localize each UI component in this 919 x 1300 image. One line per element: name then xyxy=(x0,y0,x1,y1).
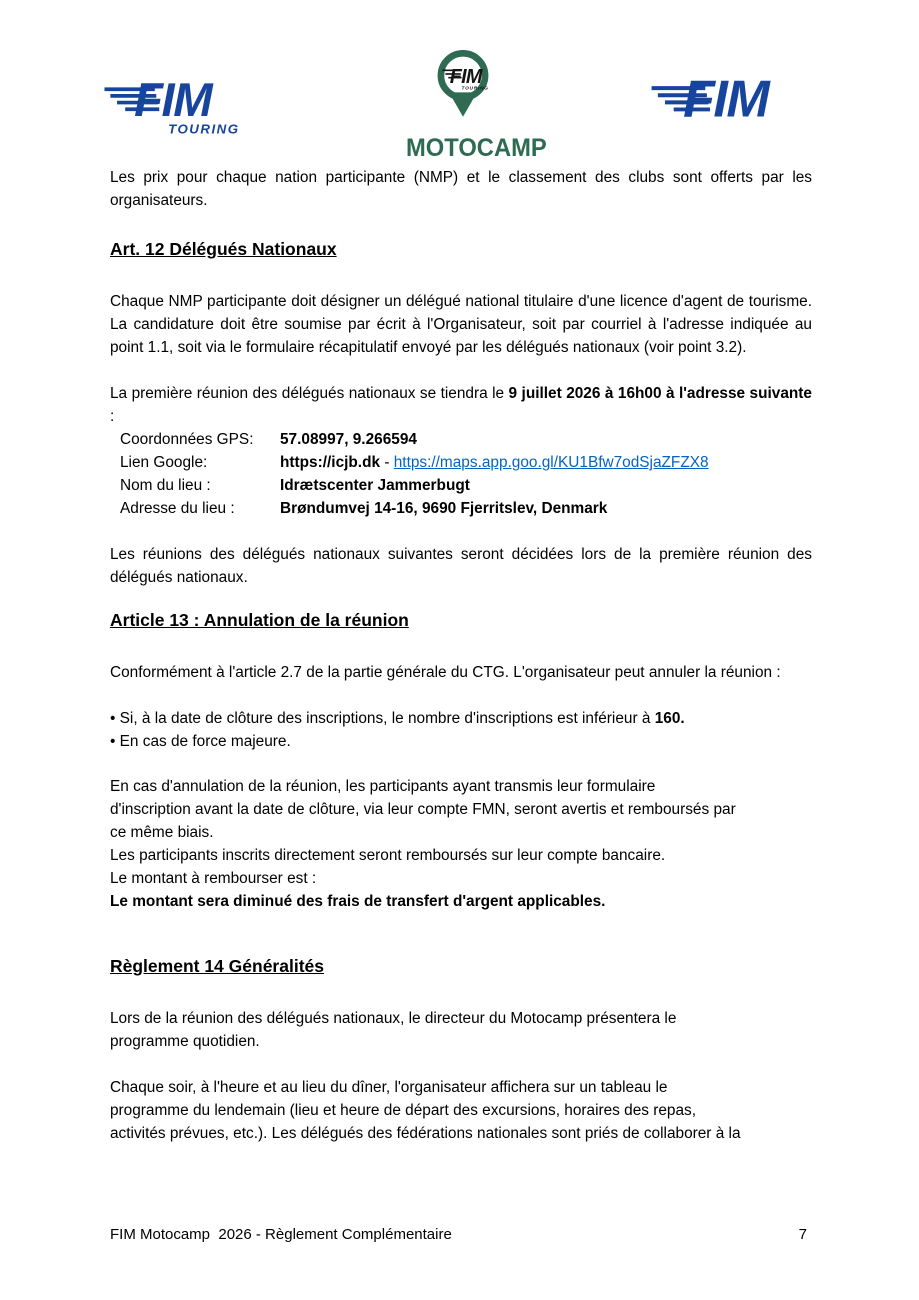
art13-paragraph-4: Le montant à rembourser est : xyxy=(110,870,317,887)
google-link-label: Lien Google: xyxy=(120,454,208,471)
art12-meeting-paragraph xyxy=(110,382,812,428)
meeting-text-bold: 9 juillet 2026 à 16h00 à l'adresse suivante xyxy=(508,385,812,402)
heading-art-12: Art. 12 Délégués Nationaux xyxy=(110,239,337,259)
link-separator: - xyxy=(380,454,394,471)
bullet1-bold: 160. xyxy=(654,710,685,727)
motocamp-pin-svg xyxy=(426,46,500,127)
p2-line-2: d'inscription avant la date de clôture, via leur compte FMN, seront avertis et remboursés par xyxy=(110,801,736,818)
meeting-text-normal: La première réunion des délégués nationaux se tiendra le xyxy=(110,385,509,402)
document-body xyxy=(110,166,812,1145)
art13-bullet-list xyxy=(110,707,812,753)
reg14-paragraph-1 xyxy=(110,1007,812,1053)
intro-paragraph: Les prix pour chaque nation participante (NMP) et le classement des clubs sont offerts par les organisateurs. xyxy=(110,169,812,209)
venue-address-value: Brøndumvej 14-16, 9690 Fjerritslev, Denmark xyxy=(280,500,608,517)
table-row-google-link xyxy=(120,451,812,474)
p2-line-3: ce même biais. xyxy=(110,824,214,841)
venue-name-label: Nom du lieu : xyxy=(120,477,211,494)
reg14-p2-line-1: Chaque soir, à l'heure et au lieu du dîner, l'organisateur affichera sur un tableau le xyxy=(110,1079,668,1096)
bullet-item-2: • En cas de force majeure. xyxy=(110,733,291,750)
refund-bold-text: Le montant sera diminué des frais de transfert d'argent applicables. xyxy=(110,893,606,910)
motocamp-wordmark: MOTOCAMP xyxy=(406,134,547,162)
art13-paragraph-2 xyxy=(110,775,812,844)
svg-text:TOURING: TOURING xyxy=(461,86,489,92)
venue-address-label: Adresse du lieu : xyxy=(120,500,235,517)
reg14-p1-line-1: Lors de la réunion des délégués nationaux, le directeur du Motocamp présentera le xyxy=(110,1010,677,1027)
venue-details-table xyxy=(120,428,812,520)
page-footer xyxy=(110,1224,807,1246)
gps-label: Coordonnées GPS: xyxy=(120,431,254,448)
reg14-p1-line-2: programme quotidien. xyxy=(110,1033,260,1050)
fim-touring-logo-svg xyxy=(103,70,251,138)
reg14-p2-line-3: activités prévues, etc.). Les délégués des fédérations nationales sont priés de collaborer à la xyxy=(110,1125,741,1142)
art13-refund-bold-line xyxy=(110,890,812,913)
bullet-item-1 xyxy=(110,707,812,730)
fim-logo-icon xyxy=(650,66,808,126)
p2-line-1: En cas d'annulation de la réunion, les participants ayant transmis leur formulaire xyxy=(110,778,656,795)
reg14-p2-line-2: programme du lendemain (lieu et heure de départ des excursions, horaires des repas, xyxy=(110,1102,697,1119)
google-link-value xyxy=(280,451,812,474)
footer-document-title: FIM Motocamp 2026 - Règlement Complémentaire xyxy=(110,1226,452,1243)
svg-text:FIM: FIM xyxy=(449,65,482,88)
venue-name-value: Idrætscenter Jammerbugt xyxy=(280,477,470,494)
heading-article-13: Article 13 : Annulation de la réunion xyxy=(110,610,409,630)
art12-paragraph-1: Chaque NMP participante doit désigner un délégué national titulaire d'une licence d'agent de tourisme. La candidature doit être soumise par écrit à l'Organisateur, soit par courriel à l'adresse indiquée au point 1.1, soit via le formulaire récapitulatif envoyé par les délégués nationaux (voir point 3.2). xyxy=(110,293,812,356)
fim-touring-logo-icon xyxy=(103,70,251,143)
table-row-venue-address xyxy=(120,497,812,520)
art12-paragraph-3: Les réunions des délégués nationaux suivantes seront décidées lors de la première réunion des délégués nationaux. xyxy=(110,546,812,586)
logo-header xyxy=(0,0,919,165)
site-url-bold: https://icjb.dk xyxy=(280,454,381,471)
fim-logo-svg xyxy=(650,66,808,121)
google-maps-link[interactable]: https://maps.app.goo.gl/KU1Bfw7odSjaZFZX8 xyxy=(393,454,709,471)
reg14-paragraph-2 xyxy=(110,1076,812,1145)
art13-paragraph-3: Les participants inscrits directement seront remboursés sur leur compte bancaire. xyxy=(110,847,666,864)
heading-reglement-14: Règlement 14 Généralités xyxy=(110,956,324,976)
svg-text:FIM: FIM xyxy=(134,73,212,127)
art13-paragraph-1: Conformément à l'article 2.7 de la partie générale du CTG. L'organisateur peut annuler la réunion : xyxy=(110,664,781,681)
footer-page-number: 7 xyxy=(798,1226,807,1243)
bullet1-text: • Si, à la date de clôture des inscriptions, le nombre d'inscriptions est inférieur à xyxy=(110,710,655,727)
meeting-text-tail: : xyxy=(110,408,115,425)
svg-text:TOURING: TOURING xyxy=(168,121,240,137)
table-row-gps xyxy=(120,428,812,451)
motocamp-logo-icon xyxy=(403,46,547,163)
table-row-venue-name xyxy=(120,474,812,497)
svg-text:FIM: FIM xyxy=(683,70,769,122)
gps-value: 57.08997, 9.266594 xyxy=(280,431,417,448)
